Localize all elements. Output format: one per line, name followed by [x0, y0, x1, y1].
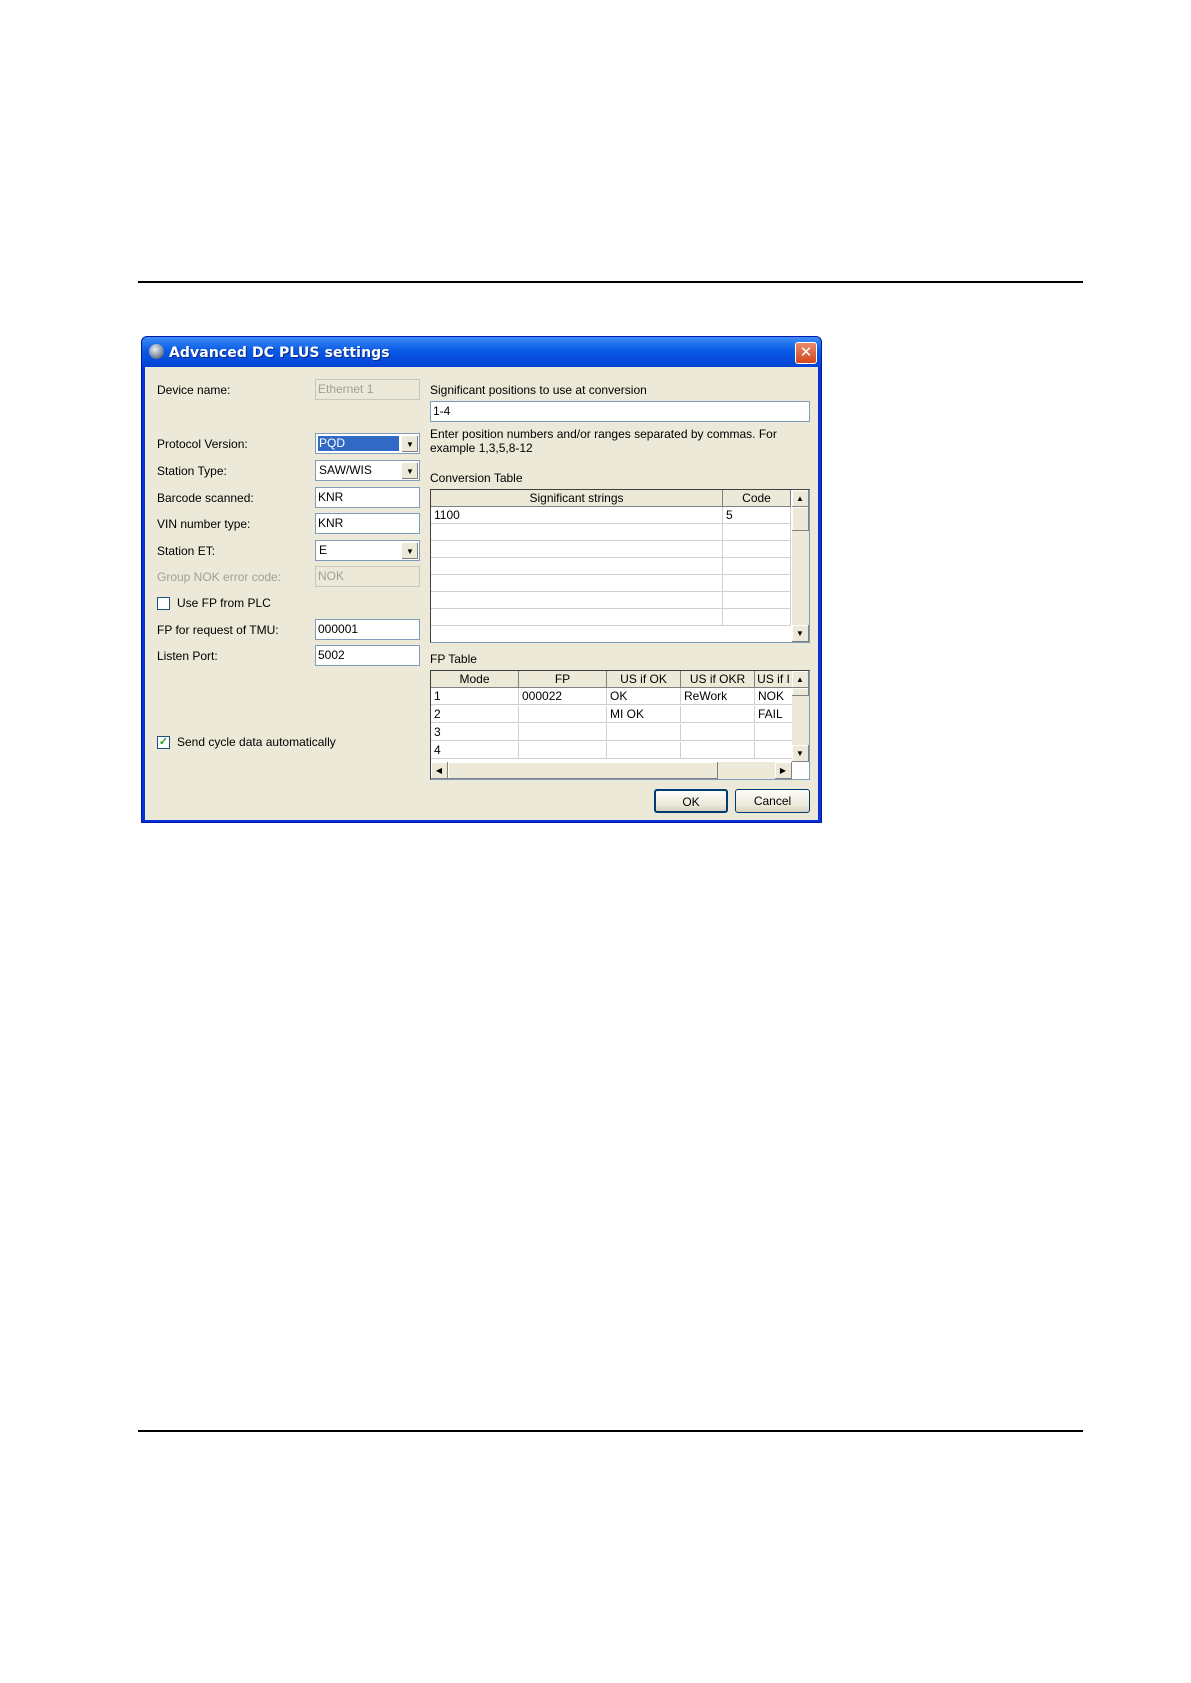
table-cell[interactable]	[431, 609, 723, 626]
barcode-scanned-field[interactable]: KNR	[315, 487, 420, 508]
page-top-rule	[138, 281, 1083, 283]
scroll-right-icon[interactable]: ▶	[775, 762, 792, 779]
table-cell[interactable]	[723, 541, 791, 558]
cancel-button[interactable]: Cancel	[735, 789, 810, 813]
chevron-down-icon[interactable]: ▼	[401, 542, 418, 559]
table-cell[interactable]	[519, 724, 607, 741]
protocol-version-select[interactable]	[315, 433, 420, 454]
table-cell[interactable]: FAIL	[755, 706, 793, 723]
vin-number-type-label: VIN number type:	[157, 517, 251, 531]
conversion-table-label: Conversion Table	[430, 471, 523, 485]
col-code[interactable]: Code	[723, 490, 791, 507]
table-cell[interactable]	[681, 742, 755, 759]
table-cell[interactable]	[723, 575, 791, 592]
device-name-field: Ethernet 1	[315, 379, 420, 400]
scroll-thumb[interactable]	[792, 688, 809, 696]
app-icon	[149, 344, 164, 359]
table-cell[interactable]: OK	[607, 688, 681, 705]
significant-positions-label: Significant positions to use at conversion	[430, 383, 647, 397]
table-cell[interactable]	[723, 558, 791, 575]
scroll-up-icon[interactable]: ▲	[792, 671, 809, 688]
scroll-thumb[interactable]	[448, 762, 718, 779]
table-cell[interactable]: 1100	[431, 507, 723, 524]
table-cell[interactable]: 3	[431, 724, 519, 741]
col-us-if-ok[interactable]: US if OK	[607, 671, 681, 688]
hint-line-1: Enter position numbers and/or ranges separated by commas. For	[430, 427, 777, 441]
col-us-if-nok[interactable]: US if I	[755, 671, 793, 688]
station-et-label: Station ET:	[157, 544, 216, 558]
table-cell[interactable]	[519, 706, 607, 723]
group-nok-label: Group NOK error code:	[157, 570, 282, 584]
table-cell[interactable]: 4	[431, 742, 519, 759]
table-cell[interactable]: ReWork	[681, 688, 755, 705]
table-cell[interactable]	[723, 592, 791, 609]
fp-table[interactable]	[430, 670, 810, 780]
chevron-down-icon[interactable]: ▼	[401, 435, 418, 452]
table-cell[interactable]: NOK	[755, 688, 793, 705]
col-mode[interactable]: Mode	[431, 671, 519, 688]
table-cell[interactable]	[755, 742, 793, 759]
fp-horizontal-scrollbar[interactable]	[431, 762, 792, 779]
table-cell[interactable]: 1	[431, 688, 519, 705]
fp-request-field[interactable]: 000001	[315, 619, 420, 640]
send-cycle-checkbox[interactable]	[157, 736, 170, 749]
ok-button[interactable]: OK	[654, 789, 728, 813]
dialog-client-area	[145, 367, 818, 820]
table-cell[interactable]	[519, 742, 607, 759]
send-cycle-label[interactable]: Send cycle data automatically	[177, 735, 336, 749]
conversion-vertical-scrollbar[interactable]	[792, 490, 809, 642]
protocol-version-label: Protocol Version:	[157, 437, 248, 451]
table-cell[interactable]: 2	[431, 706, 519, 723]
fp-vertical-scrollbar[interactable]	[792, 671, 809, 762]
col-significant-strings[interactable]: Significant strings	[431, 490, 723, 507]
group-nok-field: NOK	[315, 566, 420, 587]
station-et-value: E	[319, 543, 328, 557]
use-fp-label[interactable]: Use FP from PLC	[177, 596, 271, 610]
col-us-if-okr[interactable]: US if OKR	[681, 671, 755, 688]
listen-port-label: Listen Port:	[157, 649, 218, 663]
conversion-table[interactable]	[430, 489, 810, 643]
hint-line-2: example 1,3,5,8-12	[430, 441, 533, 455]
scroll-down-icon[interactable]: ▼	[792, 625, 809, 642]
table-cell[interactable]	[431, 592, 723, 609]
table-cell[interactable]	[723, 609, 791, 626]
station-type-select[interactable]	[315, 460, 420, 481]
scroll-thumb[interactable]	[792, 507, 809, 531]
advanced-dc-plus-dialog	[141, 336, 822, 823]
fp-request-label: FP for request of TMU:	[157, 623, 279, 637]
device-name-label: Device name:	[157, 383, 231, 397]
close-icon: ✕	[799, 343, 813, 361]
use-fp-checkbox[interactable]	[157, 597, 170, 610]
title-bar[interactable]	[142, 337, 821, 367]
table-cell[interactable]	[681, 724, 755, 741]
page-bottom-rule	[138, 1430, 1083, 1432]
close-button[interactable]	[795, 342, 817, 364]
table-cell[interactable]	[607, 742, 681, 759]
table-cell[interactable]	[755, 724, 793, 741]
scroll-up-icon[interactable]: ▲	[792, 490, 809, 507]
chevron-down-icon[interactable]: ▼	[401, 462, 418, 479]
table-cell[interactable]: 000022	[519, 688, 607, 705]
check-icon: ✓	[158, 736, 169, 748]
table-cell[interactable]	[723, 524, 791, 541]
scroll-left-icon[interactable]: ◀	[431, 762, 448, 779]
vin-number-type-field[interactable]: KNR	[315, 513, 420, 534]
table-cell[interactable]	[431, 575, 723, 592]
barcode-scanned-label: Barcode scanned:	[157, 491, 254, 505]
table-cell[interactable]	[607, 724, 681, 741]
table-cell[interactable]	[431, 558, 723, 575]
protocol-version-value: PQD	[318, 436, 399, 451]
table-cell[interactable]: MI OK	[607, 706, 681, 723]
fp-table-label: FP Table	[430, 652, 477, 666]
col-fp[interactable]: FP	[519, 671, 607, 688]
significant-positions-field[interactable]: 1-4	[430, 401, 810, 422]
dialog-title: Advanced DC PLUS settings	[169, 345, 390, 361]
station-type-value: SAW/WIS	[319, 463, 372, 477]
scroll-down-icon[interactable]: ▼	[792, 745, 809, 762]
station-et-select[interactable]	[315, 540, 420, 561]
station-type-label: Station Type:	[157, 464, 227, 478]
table-cell[interactable]	[431, 541, 723, 558]
table-cell[interactable]	[681, 706, 755, 723]
listen-port-field[interactable]: 5002	[315, 645, 420, 666]
table-cell[interactable]: 5	[723, 507, 791, 524]
table-cell[interactable]	[431, 524, 723, 541]
